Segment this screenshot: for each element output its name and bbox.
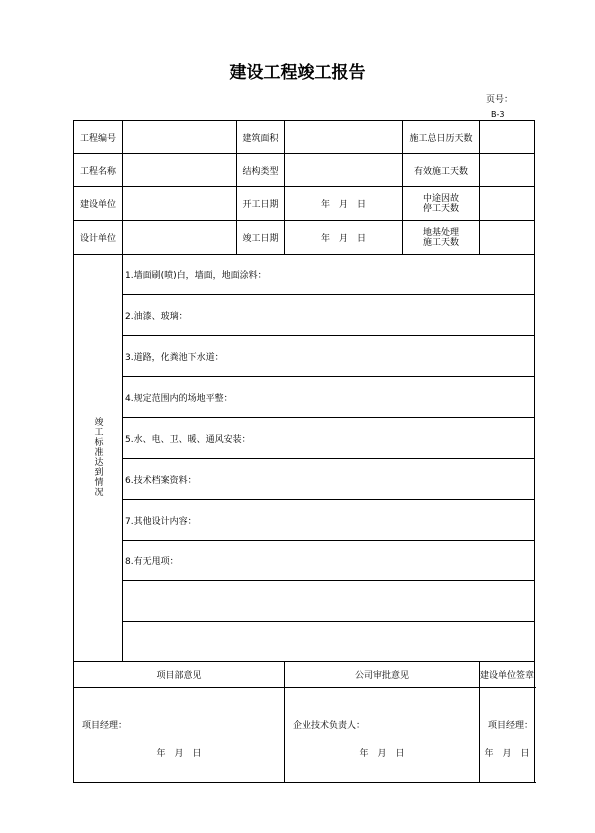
foundation-days-label xyxy=(403,221,480,255)
table-row xyxy=(74,662,535,688)
table-row xyxy=(74,255,535,295)
standard-side-label-cell xyxy=(74,255,123,662)
page-number-label: 页号： xyxy=(486,95,514,105)
designer-label: 设计单位 xyxy=(74,221,123,255)
stop-days-field[interactable] xyxy=(480,187,535,221)
builder-field[interactable] xyxy=(123,187,237,221)
standard-side-label: 竣工标准达到情况 xyxy=(92,416,103,497)
standard-item[interactable]: 2.油漆、玻璃： xyxy=(123,295,535,336)
standard-item[interactable]: 4.规定范围内的场地平整： xyxy=(123,377,535,418)
total-days-label: 施工总日历天数 xyxy=(403,121,480,154)
project-manager-2-label: 项目经理： xyxy=(488,721,534,731)
foundation-days-label-line2: 施工天数 xyxy=(422,237,459,248)
table-row xyxy=(74,688,535,783)
company-sign-cell[interactable] xyxy=(285,688,480,783)
table-row xyxy=(74,377,535,418)
table-row xyxy=(74,336,535,377)
standard-item[interactable]: 1.墙面刷(喷)白，墙面，地面涂料： xyxy=(123,255,535,295)
company-date: 年 月 日 xyxy=(359,749,405,759)
builder-date: 年 月 日 xyxy=(484,749,530,759)
building-area-field[interactable] xyxy=(285,121,403,154)
project-dept-date: 年 月 日 xyxy=(156,749,202,759)
page-title: 建设工程竣工报告 xyxy=(229,63,366,83)
table-row xyxy=(74,541,535,581)
standard-item[interactable] xyxy=(123,581,535,622)
designer-field[interactable] xyxy=(123,221,237,255)
effective-days-label: 有效施工天数 xyxy=(403,154,480,187)
stop-days-label-line1: 中途因故 xyxy=(422,193,459,204)
table-row xyxy=(74,622,535,662)
stop-days-label xyxy=(403,187,480,221)
building-area-label: 建筑面积 xyxy=(237,121,285,154)
project-name-field[interactable] xyxy=(123,154,237,187)
table-row xyxy=(74,500,535,541)
project-no-label: 工程编号 xyxy=(74,121,123,154)
table-row xyxy=(74,581,535,622)
foundation-days-label-line1: 地基处理 xyxy=(422,227,459,238)
table-row xyxy=(74,187,535,221)
project-manager-label: 项目经理： xyxy=(82,721,128,731)
table-row xyxy=(74,295,535,336)
project-name-label: 工程名称 xyxy=(74,154,123,187)
total-days-field[interactable] xyxy=(480,121,535,154)
standard-item[interactable] xyxy=(123,622,535,662)
builder-sign-cell[interactable] xyxy=(480,688,535,783)
standard-item[interactable]: 5.水、电、卫、暖、通风安装： xyxy=(123,418,535,459)
table-row xyxy=(74,221,535,255)
standard-item[interactable]: 8.有无甩项： xyxy=(123,541,535,581)
standard-item[interactable]: 7.其他设计内容： xyxy=(123,500,535,541)
company-opinion-header: 公司审批意见 xyxy=(285,662,480,688)
builder-label: 建设单位 xyxy=(74,187,123,221)
project-dept-opinion-header: 项目部意见 xyxy=(74,662,285,688)
standard-item[interactable]: 3.道路，化粪池下水道： xyxy=(123,336,535,377)
finish-date-field[interactable]: 年 月 日 xyxy=(285,221,403,255)
start-date-field[interactable]: 年 月 日 xyxy=(285,187,403,221)
tech-lead-label: 企业技术负责人： xyxy=(293,721,366,731)
table-row xyxy=(74,154,535,187)
completion-report-table xyxy=(73,120,535,783)
effective-days-field[interactable] xyxy=(480,154,535,187)
standard-item[interactable]: 6.技术档案资料： xyxy=(123,459,535,500)
form-code: B-3 xyxy=(491,110,505,119)
finish-date-label: 竣工日期 xyxy=(237,221,285,255)
table-row xyxy=(74,459,535,500)
project-no-field[interactable] xyxy=(123,121,237,154)
foundation-days-field[interactable] xyxy=(480,221,535,255)
table-row xyxy=(74,418,535,459)
start-date-label: 开工日期 xyxy=(237,187,285,221)
structure-type-label: 结构类型 xyxy=(237,154,285,187)
builder-sign-header: 建设单位签章 xyxy=(480,662,535,688)
table-row xyxy=(74,121,535,154)
structure-type-field[interactable] xyxy=(285,154,403,187)
project-dept-sign-cell[interactable] xyxy=(74,688,285,783)
stop-days-label-line2: 停工天数 xyxy=(422,203,459,214)
